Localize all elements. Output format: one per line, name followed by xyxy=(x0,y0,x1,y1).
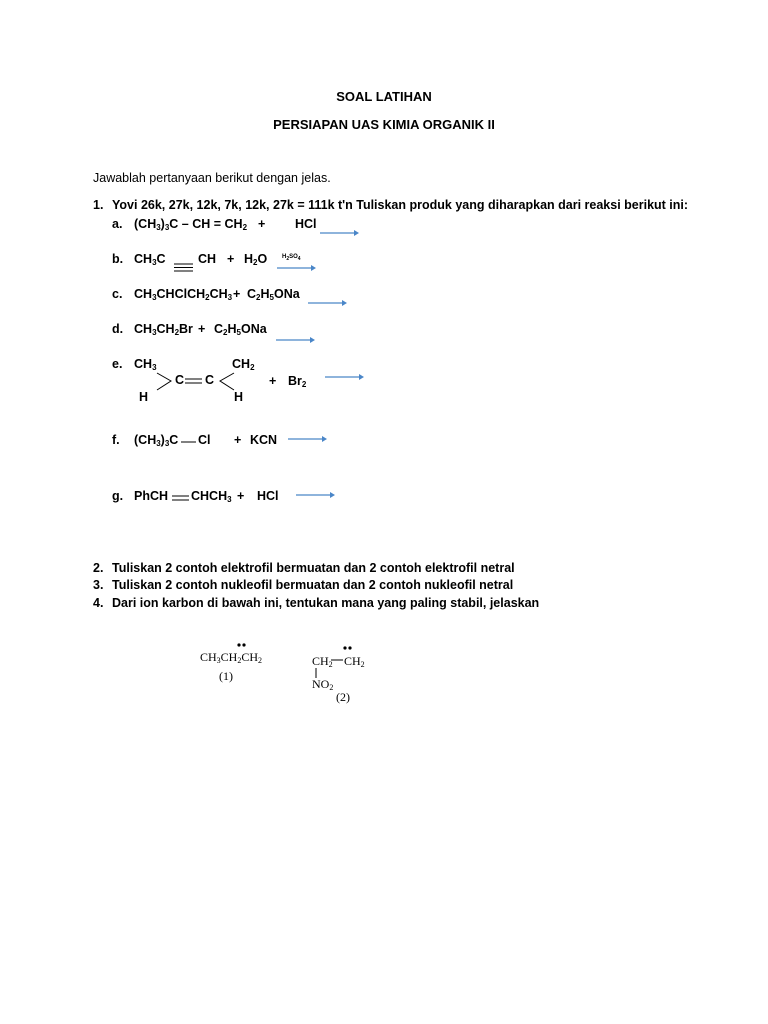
item-b-catalyst: $H_2SO_4$ xyxy=(282,254,301,262)
structure-2-right: $CH_2$ xyxy=(344,654,365,669)
triple-bond xyxy=(173,262,195,274)
structure-2-label: (2) xyxy=(336,690,350,704)
item-b-left: $CH_3C$ xyxy=(134,252,166,267)
lone-pair-dots xyxy=(236,642,248,648)
item-e-c1: C xyxy=(175,373,185,387)
item-e-ch3: $CH_3$ xyxy=(134,357,157,372)
reaction-arrow xyxy=(276,335,316,345)
reaction-arrow xyxy=(320,228,360,238)
question-1-number: 1. xyxy=(93,198,104,212)
question-3-number: 3. xyxy=(93,578,104,592)
item-e-c2: C xyxy=(205,373,215,387)
item-c-label: c. xyxy=(112,287,123,301)
item-b-reagent: $H_2O$ xyxy=(244,252,268,267)
single-bond xyxy=(330,658,344,662)
question-4-number: 4. xyxy=(93,596,104,610)
double-bond xyxy=(184,377,204,385)
question-2-text: Tuliskan 2 contoh elektrofil bermuatan dan 2 contoh elektrofil netral xyxy=(112,561,515,575)
item-b-plus: + xyxy=(227,252,235,266)
page-subtitle: PERSIAPAN UAS KIMIA ORGANIK II xyxy=(273,117,495,132)
reaction-arrow xyxy=(288,434,328,444)
question-1-text: Yovi 26k, 27k, 12k, 7k, 12k, 27k = 111k t'n Tuliskan produk yang diharapkan dari reaksi berikut ini: xyxy=(112,198,689,212)
item-b-right: CH xyxy=(198,252,217,266)
item-e-h2: H xyxy=(234,390,244,404)
reaction-arrow xyxy=(325,372,365,382)
item-g-left: PhCH xyxy=(134,489,169,503)
item-d-label: d. xyxy=(112,322,124,336)
item-g-right: $CHCH_3$ xyxy=(191,489,232,504)
item-a-plus: + xyxy=(258,217,266,231)
item-d-reactant: $CH_3CH_2Br$ xyxy=(134,322,193,337)
item-e-label: e. xyxy=(112,357,123,371)
single-bond-left xyxy=(155,371,175,393)
reaction-arrow xyxy=(296,490,336,500)
double-bond xyxy=(171,494,191,502)
question-2-number: 2. xyxy=(93,561,104,575)
structure-1-formula: $CH_3CH_2CH_2$ xyxy=(200,650,263,665)
item-d-plus: + xyxy=(198,322,206,336)
item-f-reagent: KCN xyxy=(250,433,278,447)
item-f-left: $(CH_3)_3C$ xyxy=(134,433,179,448)
item-a-label: a. xyxy=(112,217,123,231)
item-g-label: g. xyxy=(112,489,124,503)
item-e-reagent: $Br_2$ xyxy=(288,374,307,389)
intro-text: Jawablah pertanyaan berikut dengan jelas. xyxy=(93,171,331,185)
structure-2-left: $CH_2$ xyxy=(312,654,333,669)
structure-2-substituent: $NO_2$ xyxy=(312,677,334,692)
single-bond xyxy=(180,440,198,444)
lone-pair-dots xyxy=(342,645,354,651)
reaction-arrow xyxy=(277,263,317,273)
item-c-reagent: $C_2H_5ONa$ xyxy=(247,287,300,302)
item-a-reactant: $(CH_3)_3C$ – CH = $CH_2$ xyxy=(134,217,248,232)
reaction-arrow xyxy=(308,298,348,308)
item-e-h1: H xyxy=(139,390,149,404)
structure-1-label: (1) xyxy=(219,669,233,683)
item-a-reagent: HCl xyxy=(295,217,317,231)
item-f-right: Cl xyxy=(198,433,211,447)
question-3-text: Tuliskan 2 contoh nukleofil bermuatan dan 2 contoh nukleofil netral xyxy=(112,578,514,592)
question-4-text: Dari ion karbon di bawah ini, tentukan mana yang paling stabil, jelaskan xyxy=(112,596,540,610)
page-title: SOAL LATIHAN xyxy=(336,89,432,104)
item-c-reactant: $CH_3CHClCH_2CH_3$ xyxy=(134,287,233,302)
item-f-label: f. xyxy=(112,433,120,447)
item-c-plus: + xyxy=(233,287,241,301)
item-e-ch2: $CH_2$ xyxy=(232,357,255,372)
item-d-reagent: $C_2H_5ONa$ xyxy=(214,322,267,337)
item-e-plus: + xyxy=(269,374,277,388)
item-f-plus: + xyxy=(234,433,242,447)
item-g-reagent: HCl xyxy=(257,489,279,503)
item-g-plus: + xyxy=(237,489,245,503)
item-b-label: b. xyxy=(112,252,124,266)
